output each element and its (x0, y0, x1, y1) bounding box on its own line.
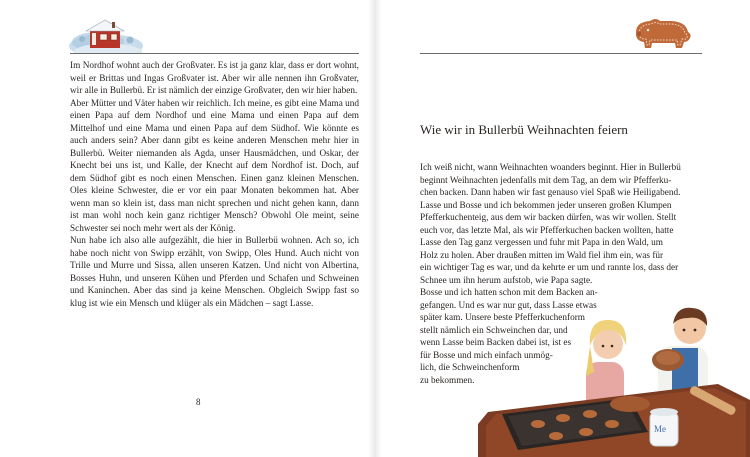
text-line: ein wichtiger Tag es war, und da kehrte er um und rannte los, dass der (420, 263, 679, 273)
text-line: gefangen. Und es war nur gut, dass Lasse etwas (420, 300, 597, 311)
jar-label: Me (654, 424, 666, 434)
paragraph: Aber Mütter und Väter haben wir reichlich. Ich meine, es gibt eine Mama und einen Papa auf dem Nordhof und eine Mama und einen Papa auf dem Mittelhof und eine Mama und einen Papa auf dem Südhof. Wie könnte es auch anders sein? Aber dann gibt es keine anderen Menschen mehr hier in Bullerbü. Weiter niemanden als Agda, unser Hausmädchen, und Oskar, der Knecht bei uns ist, und Kalle, der Knecht auf dem Nordhof ist. Doch, auf dem Südhof gibt es noch einen Menschen. Einen ganz kleinen Menschen. Oles kleine Schwester, die er vor ein paar Monaten bekommen hat. Aber wenn man so klein ist, dass man nicht sprechen und nicht gehen kann, dann ist man wohl noch kein ganz richtiger Mensch? Obwohl Ole meint, seine Schwester sei noch mehr wert als der König. (70, 98, 359, 234)
text-line: Lasse und Bosse und ich bekommen jeder unseren großen Klumpen (420, 200, 672, 211)
header-rule-right (420, 53, 702, 54)
book-gutter (368, 0, 382, 457)
text-line: euch vor, das letzte Mal, als wir Pfefferkuchen backen wollten, hatte (420, 225, 674, 236)
pig-cookie-icon (630, 14, 694, 52)
header-rule-left (70, 53, 359, 54)
text-line: wenn Lasse beim Backen dabei ist, ist es (420, 338, 572, 348)
chapter-title: Wie wir in Bullerbü Weihnachten feiern (420, 122, 628, 137)
text-line: später kam. Unsere beste Pfefferkuchenform (420, 313, 585, 323)
page-number: 8 (196, 397, 201, 407)
text-line: Ich weiß nicht, wann Weihnachten woanders beginnt. Hier in Bullerbü (420, 163, 681, 173)
snowy-house-icon (68, 12, 143, 54)
text-line: chen backen. Dann haben wir fast genauso viel Spaß wie Heiligabend. (420, 188, 681, 198)
left-page-body (70, 60, 359, 310)
paragraph: Nun habe ich also alle aufgezählt, die hier in Bullerbü wohnen. Ach so, ich habe noch nicht von Swipp erzählt, von Swipp, Oles Hund. Auch nicht von Trille und Murre und Sissa, allen unseren Katzen. Und nicht von Albertina, Bosses Huhn, und unseren Kühen und Pferden und Schafen und Schweinen und Kaninchen. Aber das sind ja keine Menschen. Obgleich Swipp fast so klug ist wie ein Mensch und klüger als ein Mädchen – sagt Lasse. (70, 236, 359, 309)
paragraph: Im Nordhof wohnt auch der Großvater. Es ist ja ganz klar, dass er dort wohnt, weil er Brittas und Ingas Großvater ist. Aber wir alle nennen ihn Großvater, wir alle in Bullerbü. Er ist nämlich der einzige Großvater, den wir hier haben. (70, 61, 359, 96)
text-line: Lasse den Tag ganz vergessen und fuhr mit Papa in den Wald, um (420, 238, 663, 248)
text-line: stellt nämlich ein Schweinchen dar, und (420, 325, 568, 336)
text-line: beginnt Weihnachten jedenfalls mit dem Tag, an dem wir Pfefferku- (420, 175, 672, 186)
text-line: für Bosse und mich einfach unmög- (420, 350, 553, 361)
text-line: Pfefferkuchenteig, aus dem wir backen dürfen, was wir wollen. Stellt (420, 213, 677, 223)
text-line: zu bekommen. (420, 375, 475, 386)
baking-illustration (478, 300, 750, 457)
text-line: Schnee um ihn herum aufstob, wie Papa sagte. (420, 275, 593, 286)
text-line: lich, die Schweinchenform (420, 363, 520, 373)
text-line: Holz zu holen. Aber draußen mitten im Wald fiel ihm ein, was für (420, 250, 664, 261)
text-line: Bosse und ich hatten schon mit dem Backen an- (420, 288, 598, 298)
